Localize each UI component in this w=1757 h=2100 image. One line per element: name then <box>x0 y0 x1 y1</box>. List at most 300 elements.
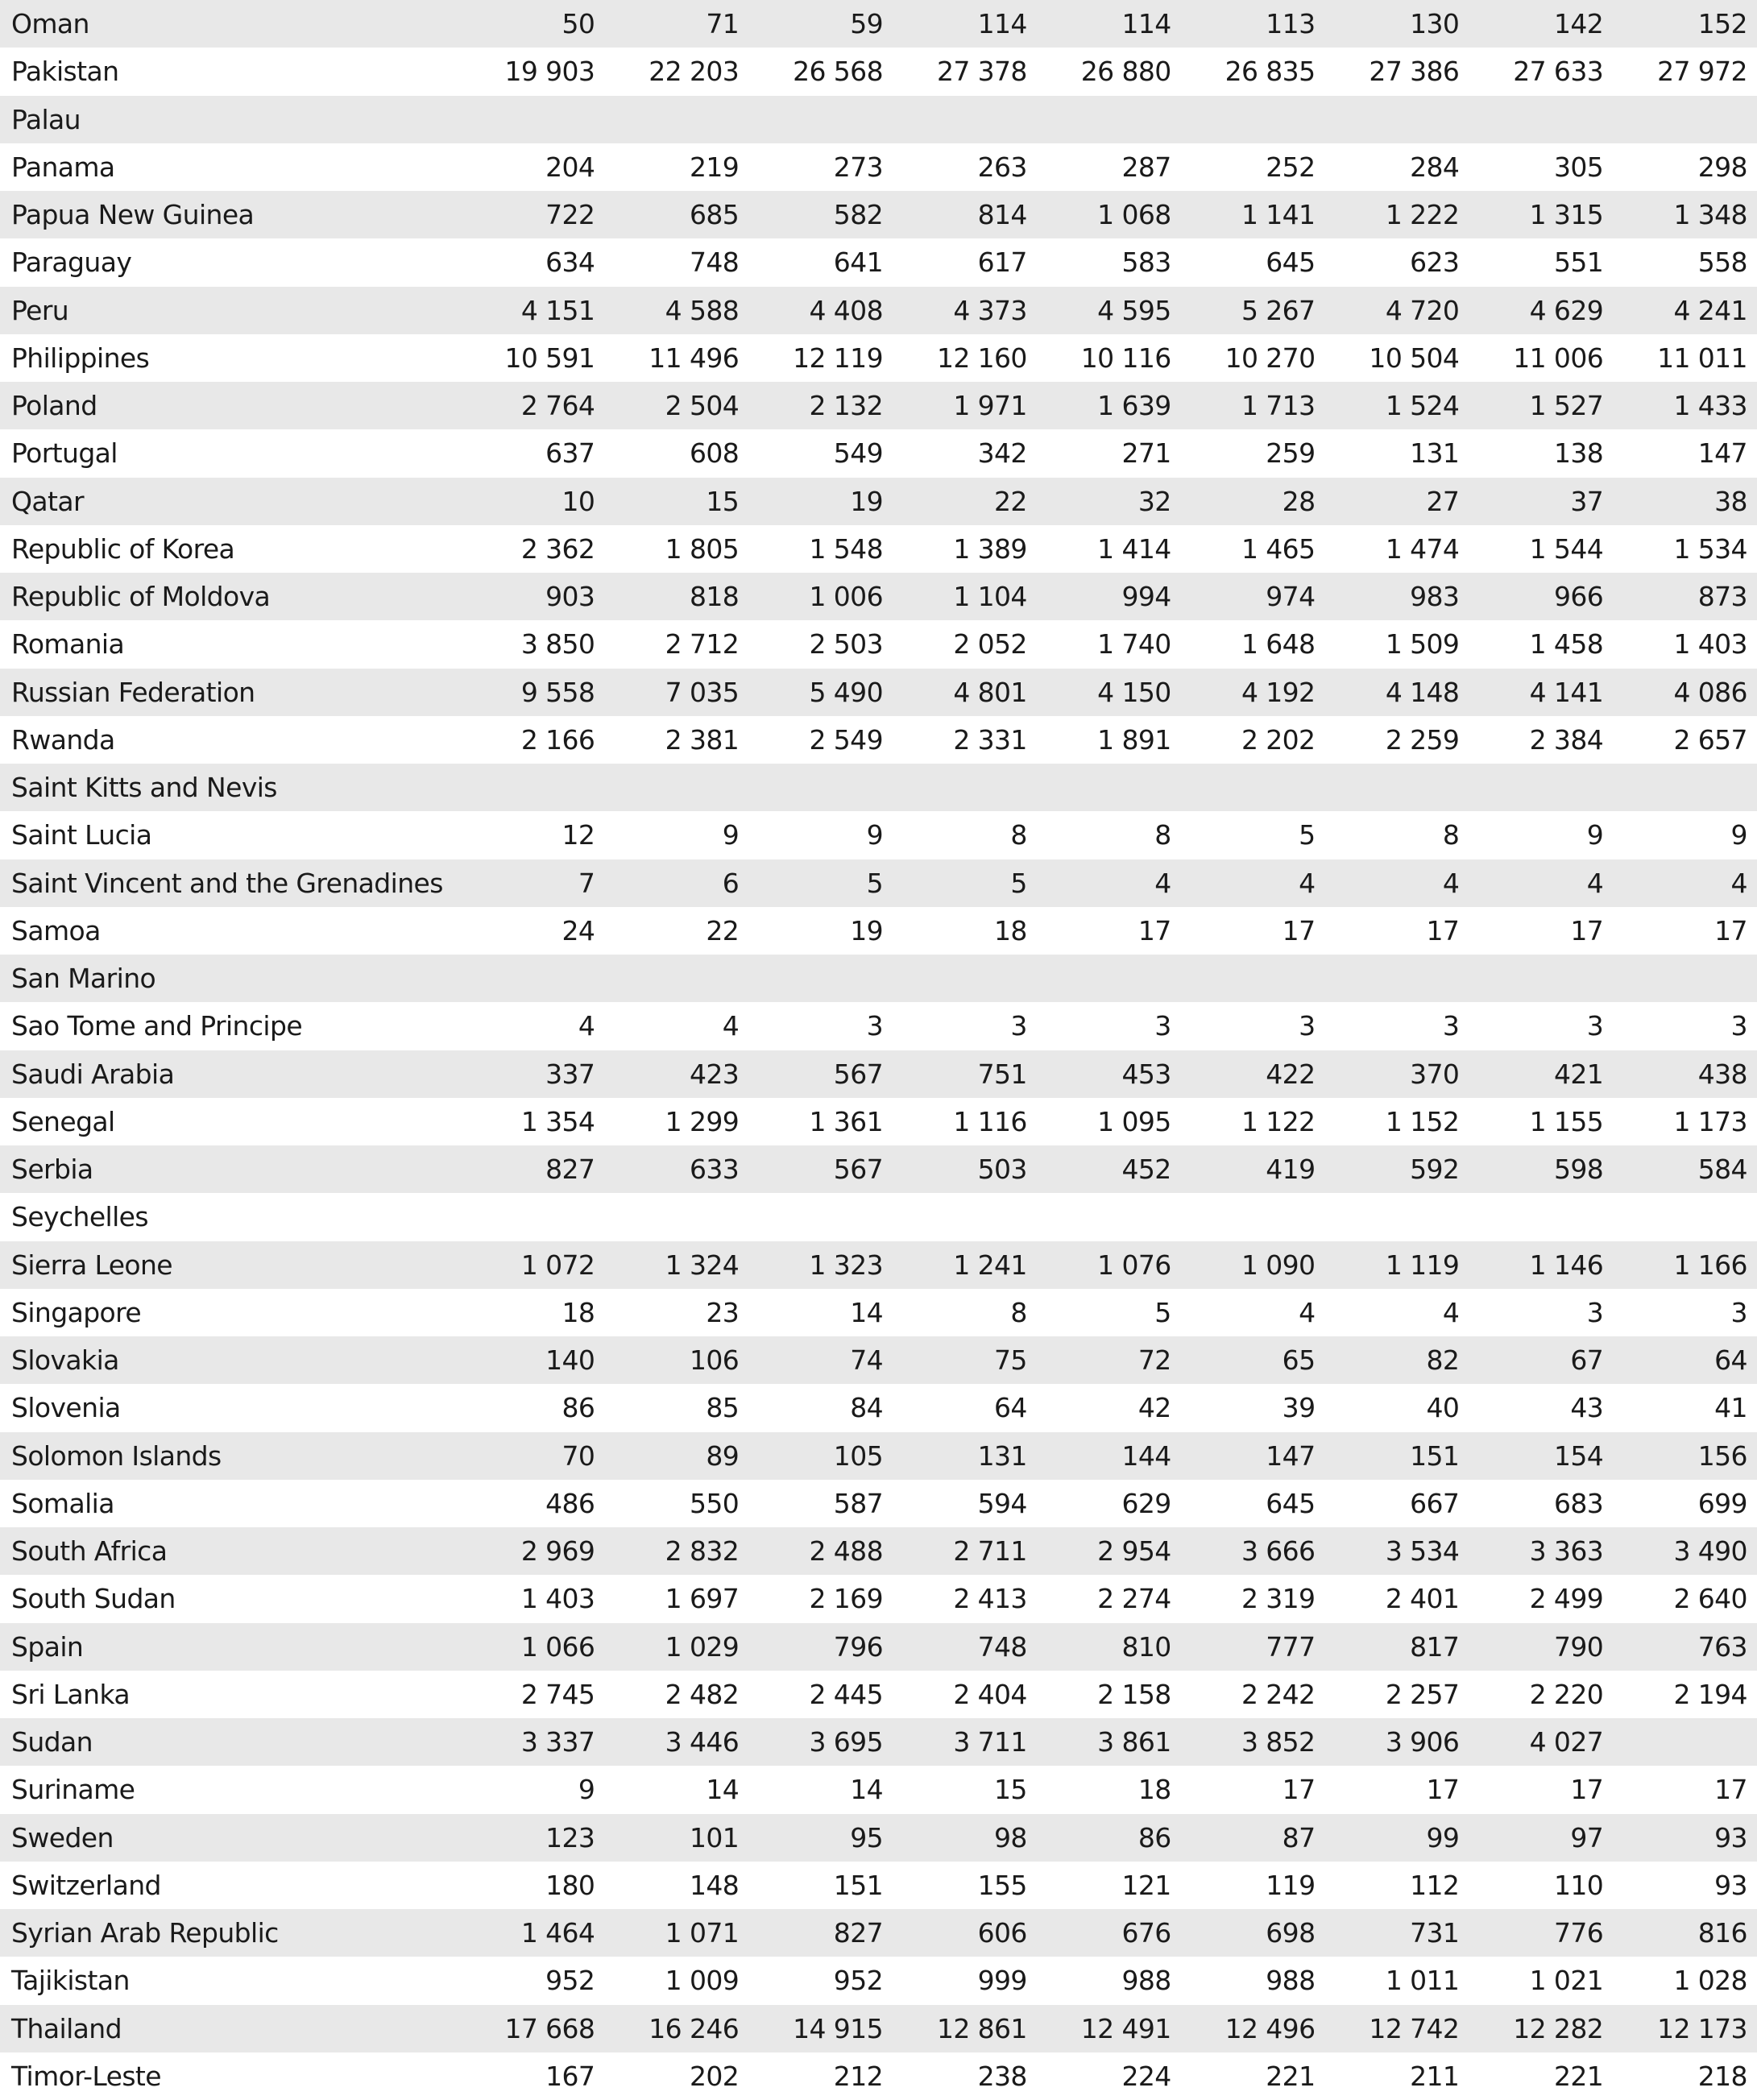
table-cell: 3 666 <box>1241 1535 1316 1568</box>
table-cell: 17 <box>1714 1774 1747 1806</box>
table-cell: 584 <box>1697 1154 1747 1186</box>
table-row <box>0 191 1757 238</box>
table-cell: 4 588 <box>665 294 740 326</box>
table-cell: 2 259 <box>1385 723 1460 756</box>
table-cell: 212 <box>833 2060 883 2092</box>
table-cell: 1 458 <box>1529 628 1604 661</box>
table-cell: 27 378 <box>936 56 1027 88</box>
table-cell: 1 029 <box>665 1630 740 1663</box>
country-name: Somalia <box>11 1487 114 1519</box>
table-cell: 2 319 <box>1241 1583 1316 1615</box>
table-cell: 1 389 <box>953 532 1027 565</box>
table-cell: 1 697 <box>665 1583 740 1615</box>
table-cell: 598 <box>1553 1154 1604 1186</box>
table-cell: 606 <box>977 1917 1027 1949</box>
table-cell: 1 090 <box>1241 1249 1316 1281</box>
country-name: Peru <box>11 294 69 326</box>
table-row <box>0 287 1757 334</box>
table-row <box>0 620 1757 668</box>
table-row <box>0 48 1757 95</box>
table-cell: 3 <box>866 1010 883 1042</box>
table-cell: 224 <box>1121 2060 1171 2092</box>
table-cell: 204 <box>545 151 595 183</box>
table-cell: 97 <box>1570 1821 1604 1854</box>
table-cell: 2 549 <box>809 723 883 756</box>
table-cell: 37 <box>1570 485 1604 517</box>
table-cell: 16 246 <box>649 2012 740 2044</box>
table-cell: 2 764 <box>520 390 595 422</box>
table-cell: 84 <box>850 1392 883 1424</box>
table-cell: 763 <box>1697 1630 1747 1663</box>
table-cell: 142 <box>1553 8 1604 40</box>
table-row <box>0 1957 1757 2004</box>
table-row <box>0 382 1757 429</box>
table-cell: 748 <box>689 246 740 279</box>
table-cell: 4 801 <box>953 676 1027 708</box>
table-cell: 17 <box>1426 1774 1460 1806</box>
table-cell: 11 011 <box>1657 342 1747 374</box>
table-cell: 144 <box>1121 1439 1171 1472</box>
table-cell: 7 <box>578 867 595 899</box>
table-cell: 154 <box>1553 1439 1604 1472</box>
country-name: Slovakia <box>11 1344 119 1377</box>
table-cell: 9 <box>1586 819 1604 851</box>
table-row <box>0 334 1757 382</box>
table-cell: 93 <box>1714 1869 1747 1901</box>
table-cell: 641 <box>833 246 883 279</box>
table-cell: 1 222 <box>1385 199 1460 231</box>
table-cell: 221 <box>1553 2060 1604 2092</box>
table-cell: 3 906 <box>1385 1726 1460 1758</box>
table-cell: 3 363 <box>1529 1535 1604 1568</box>
table-cell: 121 <box>1121 1869 1171 1901</box>
table-cell: 9 <box>866 819 883 851</box>
table-cell: 2 711 <box>953 1535 1027 1568</box>
table-cell: 1 414 <box>1097 532 1171 565</box>
table-cell: 305 <box>1553 151 1604 183</box>
table-cell: 19 903 <box>504 56 595 88</box>
table-cell: 1 713 <box>1241 390 1316 422</box>
table-cell: 983 <box>1410 581 1460 613</box>
table-cell: 594 <box>977 1487 1027 1519</box>
table-cell: 698 <box>1266 1917 1316 1949</box>
country-name: Sudan <box>11 1726 93 1758</box>
country-name: Palau <box>11 103 81 135</box>
table-row <box>0 1480 1757 1527</box>
table-cell: 39 <box>1282 1392 1316 1424</box>
table-row <box>0 1671 1757 1718</box>
table-cell: 4 <box>1299 867 1316 899</box>
table-cell: 903 <box>545 581 595 613</box>
table-cell: 2 331 <box>953 723 1027 756</box>
country-name: South Africa <box>11 1535 168 1568</box>
table-cell: 87 <box>1282 1821 1316 1854</box>
table-cell: 3 337 <box>520 1726 595 1758</box>
table-cell: 558 <box>1697 246 1747 279</box>
table-cell: 12 173 <box>1657 2012 1747 2044</box>
table-cell: 3 <box>1442 1010 1460 1042</box>
table-cell: 5 <box>1299 819 1316 851</box>
table-row <box>0 96 1757 143</box>
table-cell: 419 <box>1266 1154 1316 1186</box>
table-cell: 19 <box>850 485 883 517</box>
table-row <box>0 0 1757 48</box>
table-cell: 816 <box>1697 1917 1747 1949</box>
table-cell: 1 076 <box>1097 1249 1171 1281</box>
table-cell: 751 <box>977 1058 1027 1090</box>
table-cell: 151 <box>833 1869 883 1901</box>
table-cell: 4 595 <box>1097 294 1171 326</box>
table-cell: 2 969 <box>520 1535 595 1568</box>
table-cell: 131 <box>977 1439 1027 1472</box>
table-cell: 1 474 <box>1385 532 1460 565</box>
country-name: Saint Lucia <box>11 819 152 851</box>
table-cell: 59 <box>850 8 883 40</box>
table-cell: 4 241 <box>1673 294 1747 326</box>
table-cell: 3 695 <box>809 1726 883 1758</box>
table-cell: 777 <box>1266 1630 1316 1663</box>
table-row <box>0 573 1757 620</box>
table-cell: 32 <box>1137 485 1171 517</box>
table-row <box>0 429 1757 477</box>
table-cell: 114 <box>977 8 1027 40</box>
table-row <box>0 238 1757 286</box>
table-row <box>0 907 1757 955</box>
table-cell: 1 155 <box>1529 1105 1604 1137</box>
table-row <box>0 764 1757 811</box>
table-cell: 1 805 <box>665 532 740 565</box>
table-row <box>0 1527 1757 1575</box>
table-cell: 1 095 <box>1097 1105 1171 1137</box>
table-cell: 583 <box>1121 246 1171 279</box>
table-cell: 952 <box>545 1965 595 1997</box>
table-cell: 8 <box>1442 819 1460 851</box>
table-cell: 722 <box>545 199 595 231</box>
table-cell: 1 648 <box>1241 628 1316 661</box>
table-cell: 22 <box>994 485 1027 517</box>
table-cell: 645 <box>1266 246 1316 279</box>
table-cell: 9 <box>1730 819 1747 851</box>
table-cell: 3 490 <box>1673 1535 1747 1568</box>
table-cell: 27 <box>1426 485 1460 517</box>
table-cell: 12 <box>561 819 595 851</box>
table-cell: 617 <box>977 246 1027 279</box>
table-row <box>0 1575 1757 1622</box>
table-cell: 1 544 <box>1529 532 1604 565</box>
table-cell: 4 <box>1154 867 1171 899</box>
table-cell: 12 119 <box>793 342 883 374</box>
table-cell: 22 <box>706 914 740 946</box>
table-row <box>0 1289 1757 1336</box>
table-cell: 3 <box>1299 1010 1316 1042</box>
table-cell: 4 408 <box>809 294 883 326</box>
country-name: Sweden <box>11 1821 114 1854</box>
table-cell: 453 <box>1121 1058 1171 1090</box>
table-cell: 8 <box>1010 1296 1027 1328</box>
table-cell: 2 052 <box>953 628 1027 661</box>
table-cell: 1 119 <box>1385 1249 1460 1281</box>
table-cell: 17 <box>1570 914 1604 946</box>
table-cell: 86 <box>1137 1821 1171 1854</box>
table-cell: 683 <box>1553 1487 1604 1519</box>
table-cell: 3 850 <box>520 628 595 661</box>
table-cell: 50 <box>561 8 595 40</box>
country-name: South Sudan <box>11 1583 176 1615</box>
table-cell: 18 <box>561 1296 595 1328</box>
table-cell: 1 509 <box>1385 628 1460 661</box>
table-cell: 263 <box>977 151 1027 183</box>
table-cell: 23 <box>706 1296 740 1328</box>
table-cell: 12 491 <box>1080 2012 1171 2044</box>
table-cell: 592 <box>1410 1154 1460 1186</box>
table-cell: 131 <box>1410 437 1460 470</box>
table-cell: 219 <box>689 151 740 183</box>
table-cell: 1 323 <box>809 1249 883 1281</box>
table-row <box>0 143 1757 191</box>
table-row <box>0 1718 1757 1766</box>
table-cell: 4 <box>578 1010 595 1042</box>
table-cell: 40 <box>1426 1392 1460 1424</box>
table-cell: 9 <box>578 1774 595 1806</box>
table-cell: 2 274 <box>1097 1583 1171 1615</box>
table-cell: 9 <box>722 819 740 851</box>
table-cell: 17 <box>1282 1774 1316 1806</box>
table-cell: 43 <box>1570 1392 1604 1424</box>
table-cell: 93 <box>1714 1821 1747 1854</box>
table-cell: 699 <box>1697 1487 1747 1519</box>
table-cell: 65 <box>1282 1344 1316 1377</box>
table-cell: 26 880 <box>1080 56 1171 88</box>
table-cell: 1 299 <box>665 1105 740 1137</box>
table-cell: 106 <box>689 1344 740 1377</box>
table-cell: 5 267 <box>1241 294 1316 326</box>
table-cell: 2 445 <box>809 1678 883 1710</box>
table-cell: 4 373 <box>953 294 1027 326</box>
country-name: Timor-Leste <box>11 2060 161 2092</box>
table-row <box>0 1002 1757 1050</box>
table-cell: 2 257 <box>1385 1678 1460 1710</box>
table-cell: 2 220 <box>1529 1678 1604 1710</box>
table-cell: 271 <box>1121 437 1171 470</box>
table-cell: 634 <box>545 246 595 279</box>
table-row <box>0 1862 1757 1909</box>
table-cell: 988 <box>1121 1965 1171 1997</box>
table-cell: 180 <box>545 1869 595 1901</box>
table-cell: 238 <box>977 2060 1027 2092</box>
table-cell: 3 <box>1154 1010 1171 1042</box>
table-cell: 1 173 <box>1673 1105 1747 1137</box>
table-cell: 1 315 <box>1529 199 1604 231</box>
table-cell: 1 122 <box>1241 1105 1316 1137</box>
table-cell: 167 <box>545 2060 595 2092</box>
table-cell: 422 <box>1266 1058 1316 1090</box>
table-cell: 14 <box>850 1774 883 1806</box>
table-cell: 633 <box>689 1154 740 1186</box>
table-row <box>0 1050 1757 1098</box>
table-cell: 2 482 <box>665 1678 740 1710</box>
table-cell: 15 <box>706 485 740 517</box>
country-name: Romania <box>11 628 125 661</box>
table-cell: 27 386 <box>1369 56 1460 88</box>
table-cell: 9 558 <box>520 676 595 708</box>
country-name: Panama <box>11 151 115 183</box>
table-cell: 202 <box>689 2060 740 2092</box>
country-name: Saint Vincent and the Grenadines <box>11 867 443 899</box>
table-cell: 2 166 <box>520 723 595 756</box>
table-cell: 817 <box>1410 1630 1460 1663</box>
table-cell: 796 <box>833 1630 883 1663</box>
table-cell: 503 <box>977 1154 1027 1186</box>
table-cell: 2 640 <box>1673 1583 1747 1615</box>
table-cell: 629 <box>1121 1487 1171 1519</box>
table-cell: 1 072 <box>520 1249 595 1281</box>
table-cell: 10 116 <box>1080 342 1171 374</box>
country-name: San Marino <box>11 963 156 995</box>
table-cell: 1 534 <box>1673 532 1747 565</box>
table-cell: 676 <box>1121 1917 1171 1949</box>
country-name: Sri Lanka <box>11 1678 131 1710</box>
table-cell: 1 548 <box>809 532 883 565</box>
table-cell: 966 <box>1553 581 1604 613</box>
table-cell: 64 <box>1714 1344 1747 1377</box>
table-cell: 75 <box>994 1344 1027 1377</box>
country-name: Russian Federation <box>11 676 255 708</box>
table-cell: 119 <box>1266 1869 1316 1901</box>
table-cell: 1 465 <box>1241 532 1316 565</box>
table-row <box>0 525 1757 573</box>
table-cell: 72 <box>1137 1344 1171 1377</box>
table-cell: 1 527 <box>1529 390 1604 422</box>
table-cell: 645 <box>1266 1487 1316 1519</box>
table-cell: 4 151 <box>520 294 595 326</box>
table-cell: 1 891 <box>1097 723 1171 756</box>
table-cell: 12 496 <box>1225 2012 1316 2044</box>
table-cell: 685 <box>689 199 740 231</box>
table-cell: 342 <box>977 437 1027 470</box>
table-cell: 26 835 <box>1225 56 1316 88</box>
table-cell: 4 629 <box>1529 294 1604 326</box>
table-cell: 123 <box>545 1821 595 1854</box>
table-cell: 12 282 <box>1513 2012 1604 2044</box>
table-cell: 1 403 <box>1673 628 1747 661</box>
table-cell: 1 011 <box>1385 1965 1460 1997</box>
country-name: Samoa <box>11 914 101 946</box>
table-row <box>0 669 1757 716</box>
country-name: Tajikistan <box>11 1965 130 1997</box>
table-row <box>0 1241 1757 1289</box>
table-cell: 218 <box>1697 2060 1747 2092</box>
table-row <box>0 716 1757 764</box>
country-name: Syrian Arab Republic <box>11 1917 279 1949</box>
table-cell: 2 404 <box>953 1678 1027 1710</box>
table-cell: 221 <box>1266 2060 1316 2092</box>
table-cell: 10 <box>561 485 595 517</box>
table-cell: 2 499 <box>1529 1583 1604 1615</box>
table-cell: 152 <box>1697 8 1747 40</box>
table-cell: 952 <box>833 1965 883 1997</box>
table-cell: 2 132 <box>809 390 883 422</box>
table-cell: 827 <box>833 1917 883 1949</box>
table-cell: 4 027 <box>1529 1726 1604 1758</box>
table-cell: 105 <box>833 1439 883 1472</box>
table-cell: 3 <box>1730 1010 1747 1042</box>
table-cell: 147 <box>1266 1439 1316 1472</box>
table-cell: 26 568 <box>793 56 883 88</box>
table-row <box>0 1909 1757 1957</box>
table-cell: 3 534 <box>1385 1535 1460 1568</box>
country-name: Poland <box>11 390 97 422</box>
table-cell: 4 <box>1730 867 1747 899</box>
table-cell: 2 242 <box>1241 1678 1316 1710</box>
table-cell: 82 <box>1426 1344 1460 1377</box>
table-cell: 273 <box>833 151 883 183</box>
table-row <box>0 1384 1757 1431</box>
table-cell: 3 861 <box>1097 1726 1171 1758</box>
table-cell: 11 006 <box>1513 342 1604 374</box>
table-cell: 549 <box>833 437 883 470</box>
table-cell: 138 <box>1553 437 1604 470</box>
table-row <box>0 1432 1757 1480</box>
table-cell: 2 832 <box>665 1535 740 1568</box>
table-cell: 67 <box>1570 1344 1604 1377</box>
table-cell: 2 745 <box>520 1678 595 1710</box>
table-cell: 873 <box>1697 581 1747 613</box>
table-cell: 284 <box>1410 151 1460 183</box>
table-cell: 1 740 <box>1097 628 1171 661</box>
table-cell: 3 711 <box>953 1726 1027 1758</box>
table-cell: 3 <box>1586 1296 1604 1328</box>
table-row <box>0 1623 1757 1671</box>
table-cell: 1 354 <box>520 1105 595 1137</box>
table-cell: 3 446 <box>665 1726 740 1758</box>
table-cell: 4 086 <box>1673 676 1747 708</box>
table-cell: 974 <box>1266 581 1316 613</box>
country-name: Serbia <box>11 1154 93 1186</box>
table-cell: 112 <box>1410 1869 1460 1901</box>
country-name: Singapore <box>11 1296 142 1328</box>
country-name: Portugal <box>11 437 118 470</box>
country-name: Rwanda <box>11 723 115 756</box>
table-cell: 1 361 <box>809 1105 883 1137</box>
table-cell: 259 <box>1266 437 1316 470</box>
table-cell: 3 <box>1010 1010 1027 1042</box>
table-cell: 148 <box>689 1869 740 1901</box>
table-cell: 452 <box>1121 1154 1171 1186</box>
country-name: Sierra Leone <box>11 1249 173 1281</box>
table-cell: 1 403 <box>520 1583 595 1615</box>
table-cell: 7 035 <box>665 676 740 708</box>
table-cell: 4 <box>1299 1296 1316 1328</box>
table-cell: 4 <box>1442 867 1460 899</box>
table-cell: 114 <box>1121 8 1171 40</box>
table-cell: 1 104 <box>953 581 1027 613</box>
table-cell: 24 <box>561 914 595 946</box>
country-name: Papua New Guinea <box>11 199 255 231</box>
table-cell: 27 972 <box>1657 56 1747 88</box>
table-cell: 86 <box>561 1392 595 1424</box>
table-cell: 12 742 <box>1369 2012 1460 2044</box>
table-cell: 38 <box>1714 485 1747 517</box>
table-cell: 89 <box>706 1439 740 1472</box>
table-cell: 14 915 <box>793 2012 883 2044</box>
table-cell: 17 <box>1282 914 1316 946</box>
table-cell: 17 <box>1570 1774 1604 1806</box>
table-cell: 10 270 <box>1225 342 1316 374</box>
table-cell: 2 158 <box>1097 1678 1171 1710</box>
table-cell: 18 <box>1137 1774 1171 1806</box>
table-cell: 85 <box>706 1392 740 1424</box>
table-cell: 14 <box>706 1774 740 1806</box>
